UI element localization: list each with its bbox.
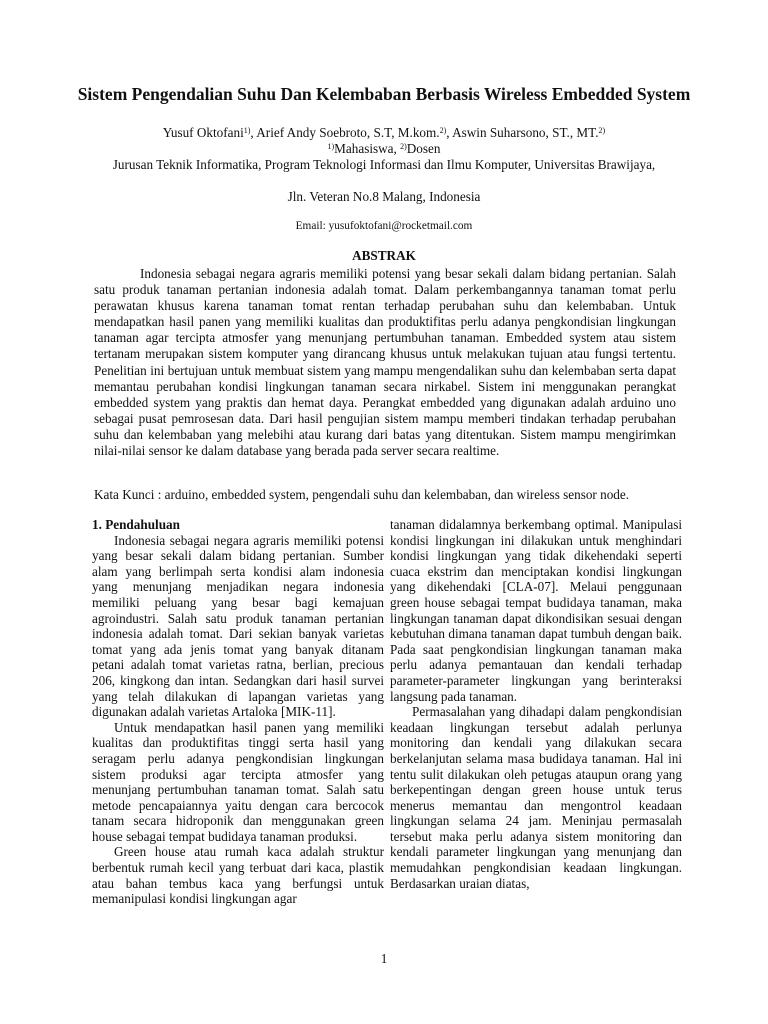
section-heading: 1. Pendahuluan	[92, 517, 180, 532]
author-roles	[60, 141, 708, 157]
role-2-mark: 2)	[400, 142, 407, 151]
paragraph: tanaman didalamnya berkembang optimal. Manipulasi kondisi lingkungan ini dilakukan untuk menghindari kondisi lingkungan yang tidak dikehendaki seperti cuaca ekstrim dan menciptakan kondisi lingkungan yang dikehendaki [CLA-07]. Melaui penggunaan green house sebagai tempat budidaya tanaman, maka lingkungan tanaman dapat dikondisikan sesuai dengan kebutuhan dimana tanaman dapat tumbuh dengan baik. Pada saat pengkondisian lingkungan tanaman maka perlu adanya pemantauan dan kendali terhadap parameter-parameter lingkungan yang berinteraksi langsung pada tanaman.	[390, 517, 682, 704]
role-1-mark: 1)	[327, 142, 335, 151]
author-1-affil-mark: 1)	[243, 126, 251, 135]
role-2: Dosen	[406, 141, 441, 156]
author-3-affil-mark: 2)	[598, 126, 606, 135]
author-2-affil-mark: 2)	[439, 126, 447, 135]
page-number: 1	[380, 951, 388, 966]
right-column	[390, 517, 682, 891]
role-1: Mahasiswa,	[334, 141, 401, 156]
author-3: , Aswin Suharsono, ST., MT.	[446, 125, 599, 140]
author-1: Yusuf Oktofani	[162, 125, 244, 140]
affiliation: Jurusan Teknik Informatika, Program Teknologi Informasi dan Ilmu Komputer, Universitas Brawijaya,	[112, 157, 656, 172]
paragraph: Green house atau rumah kaca adalah struktur berbentuk rumah kecil yang terbuat dari kaca, plastik atau bahan tembus kaca yang berfungsi untuk memanipulasi kondisi lingkungan agar	[92, 844, 384, 907]
abstract-heading: ABSTRAK	[352, 248, 416, 263]
email: Email: yusufoktofani@rocketmail.com	[295, 220, 473, 232]
author-line	[60, 125, 708, 141]
author-2: , Arief Andy Soebroto, S.T, M.kom.	[250, 125, 440, 140]
paper-title: Sistem Pengendalian Suhu Dan Kelembaban Berbasis Wireless Embedded System	[77, 84, 691, 104]
paragraph: Untuk mendapatkan hasil panen yang memiliki kualitas dan produktifitas tinggi serta hasil yang seragam perlu adanya pengkondisian lingkungan sistem produksi agar tercipta atmosfer yang menunjang pertumbuhan tanaman tomat. Salah satu metode pencapaiannya yaitu dengan cara bercocok tanam secara hidroponik dan menggunakan green house sebagai tempat budidaya tanaman produksi.	[92, 719, 384, 844]
keywords: Kata Kunci : arduino, embedded system, pengendali suhu dan kelembaban, dan wireless sensor node.	[94, 487, 630, 502]
address: Jln. Veteran No.8 Malang, Indonesia	[287, 189, 481, 204]
paragraph: Permasalahan yang dihadapi dalam pengkondisian keadaan lingkungan tersebut adalah perlunya monitoring dan kendali yang dilakukan secara berkelanjutan selama masa budidaya tanaman. Hal ini tentu sulit dilakukan oleh petugas ataupun orang yang berkepentingan dengan green house untuk terus menerus memantau dan mengontrol keadaan lingkungan selama 24 jam. Meninjau permasalah tersebut maka perlu adanya sistem monitoring dan kendali parameter lingkungan yang menunjang dan memudahkan pengkondisian keadaan lingkungan. Berdasarkan uraian diatas,	[390, 704, 682, 891]
paragraph: Indonesia sebagai negara agraris memiliki potensi yang besar sekali dalam bidang pertanian. Sumber alam yang berlimpah serta kondisi alam indonesia yang menunjang menjadikan negara indonesia memiliki peluang yang besar bagi kemajuan agroindustri. Salah satu produk tanaman pertanian indonesia adalah tomat. Dari sekian banyak varietas tomat yang ada jenis tomat yang banyak ditanam petani adalah tomat varietas ratna, berlian, precious 206, kingkong dan intan. Sedangkan dari hasil survei yang telah dilakukan di lapangan varietas yang digunakan adalah varietas Artaloka [MIK-11].	[92, 532, 384, 720]
left-column	[92, 517, 384, 907]
abstract-body: Indonesia sebagai negara agraris memiliki potensi yang besar sekali dalam bidang pertanian. Salah satu produk tanaman pertanian indonesia adalah tomat. Dalam perkembangannya tanaman tomat perlu perawatan khusus karena tanaman tomat rentan terhadap perubahan suhu dan kelembaban. Untuk mendapatkan hasil panen yang memiliki kualitas dan produktifitas perlu adanya pengkondisian lingkungan tanaman agar tercipta atmosfer yang menunjang pertumbuhan tanaman. Embedded system atau sistem tertanam merupakan sistem komputer yang dirancang khusus untuk melakukan tujuan atau fungsi tertentu. Penelitian ini bertujuan untuk membuat sistem yang mampu mengendalikan suhu dan kelembaban serta dapat memantau perubahan kondisi lingkungan tanaman secara nirkabel. Sistem ini menggunakan perangkat embedded system yang praktis dan hemat daya. Perangkat embedded yang digunakan adalah arduino uno sebagai pusat pemrosesan data. Dari hasil pengujian sistem mampu memberi tindakan terhadap perubahan suhu dan kelembaban yang melebihi atau kurang dari batas yang ditentukan. Sistem mampu mengirimkan nilai-nilai sensor ke dalam database yang berada pada server secara realtime.	[94, 266, 676, 459]
